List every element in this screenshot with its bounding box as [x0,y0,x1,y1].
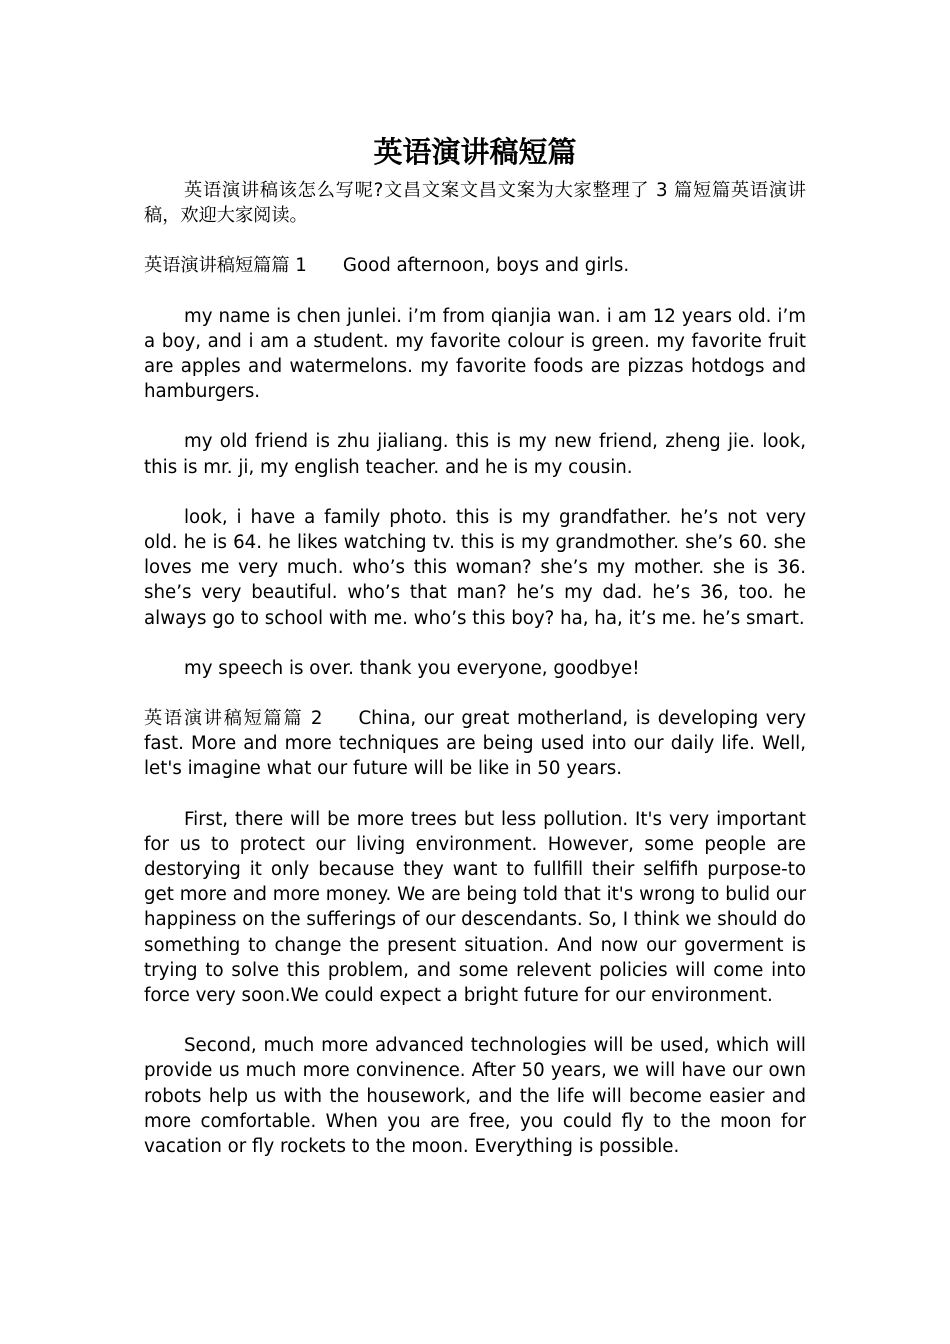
document-title: 英语演讲稿短篇 [373,135,577,169]
section1-heading: 英语演讲稿短篇篇 1 [144,255,307,277]
section2-lead: China, our great motherland, is developing very fast. More and more techniques are being used into our daily life. Well, let's imagine what our future will be like in 50 years. [144,708,806,780]
section1-paragraph: my name is chen junlei. i’m from qianjia wan. i am 12 years old. i’m a boy, and i am a student. my favorite colour is green. my favorite fruit are apples and watermelons. my favorite foods are pizzas hotdogs and hamburgers. [144,305,806,403]
section2-paragraph: First, there will be more trees but less pollution. It's very important for us to protect our living environment. However, some people are destorying it only because they want to fullfill their selfifh purpose-to get more and more money. We are being told that it's wrong to bulid our happiness on the sufferings of our descendants. So, I think we should do something to change the present situation. And now our goverment is trying to solve this problem, and some relevent policies will come into force very soon.We could expect a bright future for our environment. [144,808,806,1007]
section2-first-paragraph [144,706,806,782]
intro-paragraph: 英语演讲稿该怎么写呢?文昌文案文昌文案为大家整理了 3 篇短篇英语演讲稿，欢迎大家阅读。 [144,180,806,227]
section2-heading: 英语演讲稿短篇篇 2 [144,708,323,730]
section1-paragraph: my old friend is zhu jialiang. this is my new friend, zheng jie. look, this is mr. ji, my english teacher. and he is my cousin. [144,431,806,478]
section1-first-paragraph [144,253,806,278]
section1-lead: Good afternoon, boys and girls. [342,255,630,277]
section1-paragraph: my speech is over. thank you everyone, goodbye! [184,657,640,679]
section1-paragraph: look, i have a family photo. this is my grandfather. he’s not very old. he is 64. he likes watching tv. this is my grandmother. she’s 60. she loves me very much. who’s this woman? she’s my mother. she is 36. she’s very beautiful. who’s that man? he’s my dad. he’s 36, too. he always go to school with me. who’s this boy? ha, ha, it’s me. he’s smart. [144,506,806,629]
section2-paragraph: Second, much more advanced technologies will be used, which will provide us much more convinence. After 50 years, we will have our own robots help us with the housework, and the life will become easier and more comfortable. When you are free, you could fly to the moon for vacation or fly rockets to the moon. Everything is possible. [144,1035,806,1158]
